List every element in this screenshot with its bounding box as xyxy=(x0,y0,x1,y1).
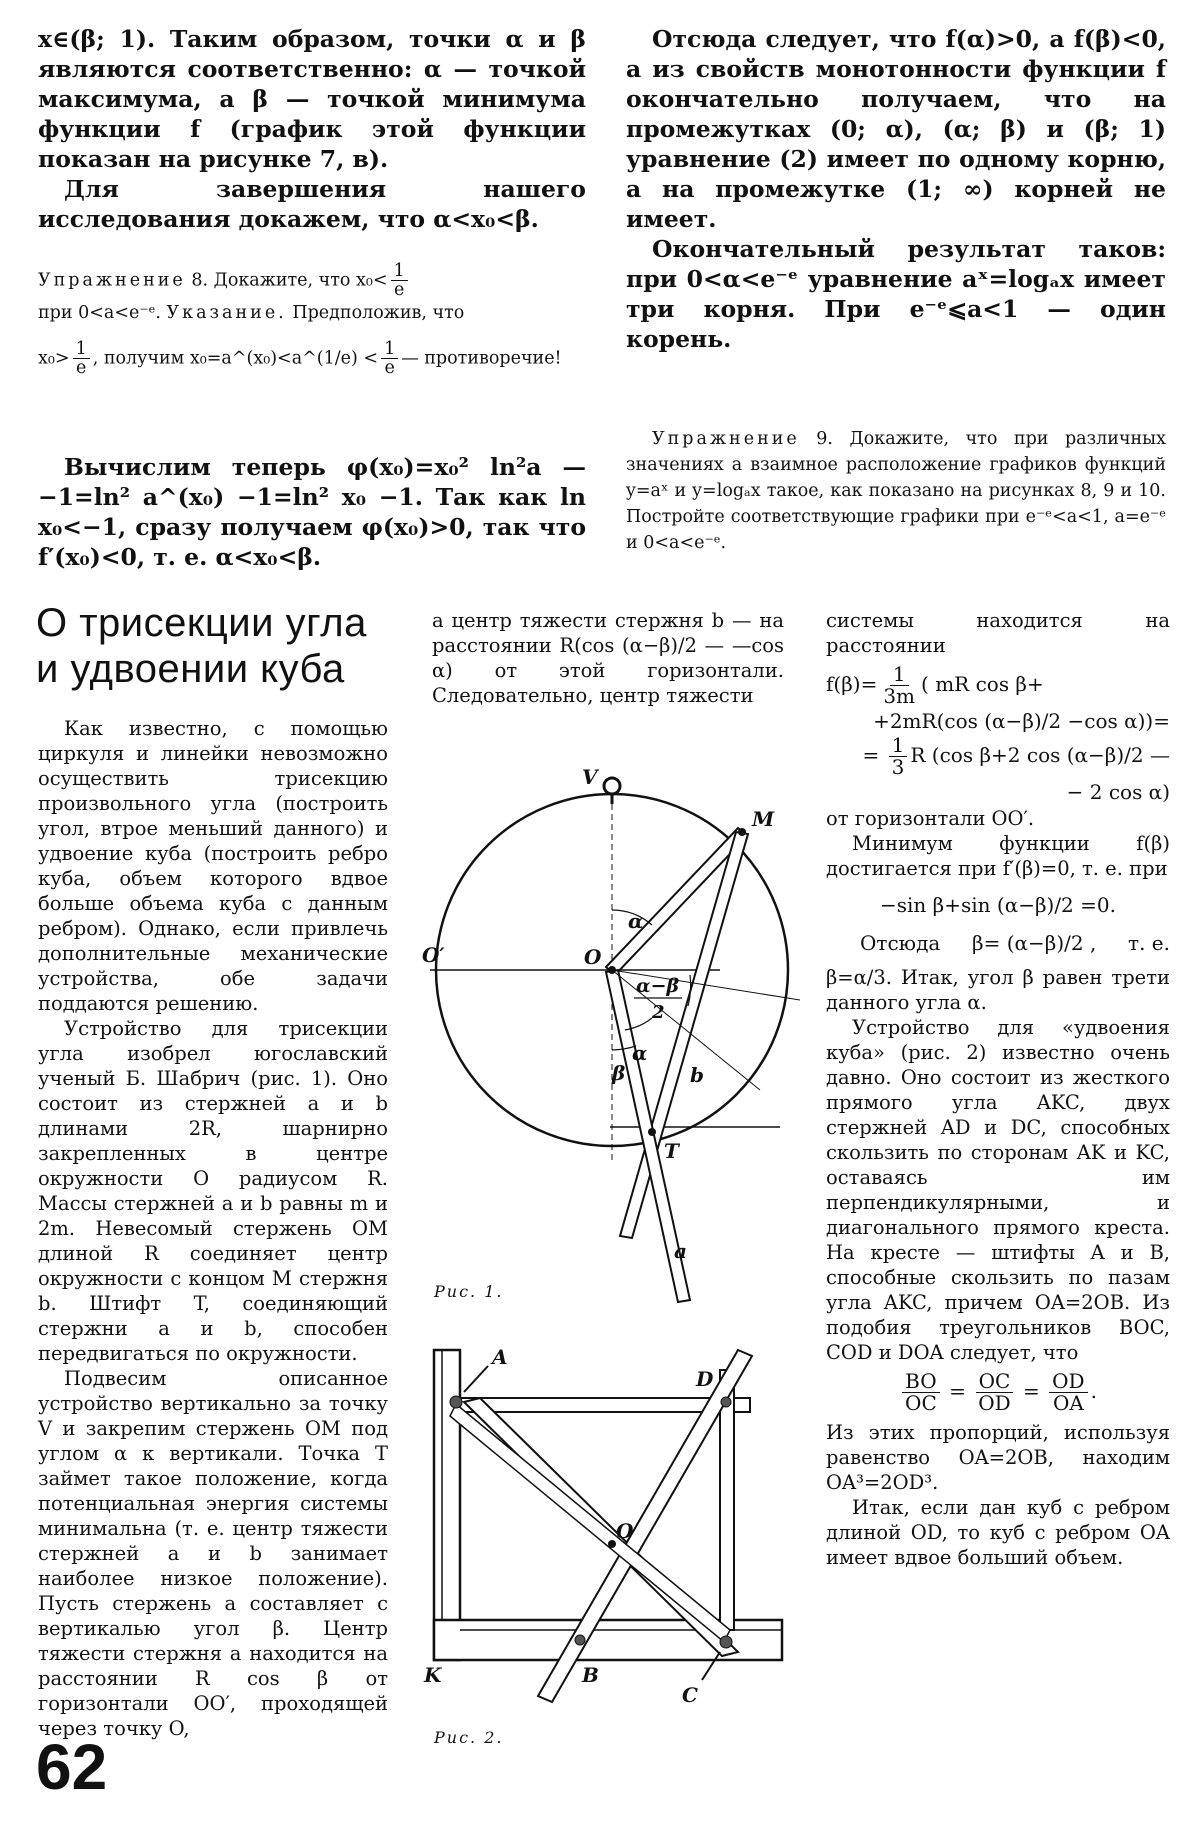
exercise-label: Упражнение xyxy=(652,429,800,449)
formula-derivative: −sin β+sin (α−β)/2 =0. xyxy=(880,893,1116,917)
fraction: $\frac{1}{e}$ xyxy=(381,340,398,378)
exercise-number: 8. xyxy=(191,270,209,291)
figure-2 xyxy=(420,1330,800,1710)
paragraph: от горизонтали OO′. xyxy=(826,807,1035,830)
paragraph: Как известно, с помощью циркуля и линейки невозможно осуществить трисекцию произвольного угла (построить угол, втрое меньший данного) и удвоение куба (построить ребро куба, объем которого вдвое больше объема куба с данным ребром). Однако, если привлечь дополнительные механические устройства, обе задачи поддаются решению. xyxy=(38,717,388,1015)
top-left-column-2 xyxy=(38,452,586,572)
label-K: K xyxy=(424,1663,442,1687)
label-O: O xyxy=(584,945,602,969)
label-alpha: α xyxy=(628,909,644,933)
exercise-9 xyxy=(626,426,1166,556)
paragraph: Из этих пропорций, используя равенство OA=2OB, находим OA³=2OD³. xyxy=(826,1421,1170,1494)
paragraph: x∈(β; 1). Таким образом, точки α и β являются соответственно: α — точкой максимума, а β — точкой минимума функции f (график этой функции показан на рисунке 7, в). xyxy=(38,25,586,173)
label-A: A xyxy=(492,1345,508,1369)
paragraph: Отсюда следует, что f(α)>0, а f(β)<0, а из свойств монотонности функции f окончательно получаем, что на промежутках (0; α), (α; β) и (β; 1) уравнение (2) имеет по одному корню, а на промежутке (1; ∞) корней не имеет. xyxy=(626,25,1166,233)
exercise-number: 9. xyxy=(816,429,833,449)
paragraph: β=α/3. Итак, угол β равен трети данного угла α. xyxy=(826,966,1170,1014)
hint-text: Предположив, что xyxy=(292,302,465,323)
fraction: $\frac{1}{e}$ xyxy=(391,262,408,300)
formula-beta: Отсюда β= (α−β)/2 , т. е. xyxy=(860,931,1170,955)
label-two: 2 xyxy=(652,1002,665,1023)
figure-1 xyxy=(420,760,800,1320)
article-column-3 xyxy=(826,608,1170,1570)
top-right-column xyxy=(626,24,1166,354)
paragraph: Подвесим описанное устройство вертикально за точку V и закрепим стержень OM под углом α к вертикали. Точка T займет такое положение, когда потенциальная энергия системы минимальна (т. е. центр тяжести стержней a и b занимает наиболее низкое положение). Пусть стержень a составляет с вертикалью угол β. Центр тяжести стержня a находится на расстоянии R cos β от горизонтали OO′, проходящей через точку O, xyxy=(38,1367,388,1740)
hint-formula: x₀> xyxy=(38,348,70,369)
exercise-text: Докажите, что при различных значениях a взаимное расположение графиков функций y=aˣ и y=logₐx такое, как показано на рисунках 8, 9 и 10. Постройте соответствующие графики при e⁻ᵉ<a<1, a=e⁻ᵉ и 0<a<e⁻ᵉ. xyxy=(626,429,1166,553)
label-D: D xyxy=(696,1367,714,1391)
label-B: B xyxy=(582,1663,599,1687)
exercise-text: Докажите, что x₀< xyxy=(213,270,388,291)
paragraph: Устройство для трисекции угла изобрел югославский ученый Б. Шабрич (рис. 1). Оно состоит из стержней a и b длинами 2R, шарнирно закрепленных в центре окружности O радиусом R. Массы стержней a и b равны m и 2m. Невесомый стержень OM длиной R соединяет центр окружности с концом M стержня b. Штифт T, соединяющий стержни a и b, способен передвигаться по окружности. xyxy=(38,1017,388,1365)
formula-f-beta: f(β)= $\frac{1}{3m}$ ( mR cos β+ +2mR(cos (α−β)/2 −cos α))= = $\frac{1}{3}$ R (cos β+2 cos (α−β)/2 — − 2 cos α) xyxy=(826,662,1170,804)
hint-label: Указание. xyxy=(166,302,287,323)
label-alpha-minus-beta: α−β xyxy=(636,975,680,997)
exercise-label: Упражнение xyxy=(38,270,186,291)
paragraph: системы находится на расстоянии xyxy=(826,609,1170,657)
paragraph: а центр тяжести стержня b — на расстоянии R(cos (α−β)/2 — —cos α) от этой горизонтали. Следовательно, центр тяжести xyxy=(432,609,784,707)
paragraph: Вычислим теперь φ(x₀)=x₀² ln²a — −1=ln² a^(x₀) −1=ln² x₀ −1. Так как ln x₀<−1, сразу получаем φ(x₀)>0, так что f′(x₀)<0, т. е. α<x₀<β. xyxy=(38,453,586,571)
label-b: b xyxy=(690,1063,704,1087)
hint-formula: , получим x₀=a^(x₀)<a^(1/e) < xyxy=(92,348,379,369)
hint-formula: — противоречие! xyxy=(401,348,562,369)
label-a: a xyxy=(674,1239,687,1263)
paragraph: Итак, если дан куб с ребром длиной OD, то куб с ребром OA имеет вдвое больший объем. xyxy=(826,1496,1170,1569)
paragraph: Минимум функции f(β) достигается при f′(β)=0, т. е. при xyxy=(826,832,1170,880)
label-T: T xyxy=(664,1139,679,1163)
article-column-2-text xyxy=(432,608,784,708)
label-alpha-2: α xyxy=(632,1041,648,1065)
exercise-8 xyxy=(38,262,586,378)
label-Oprime: O′ xyxy=(422,943,445,967)
page-number: 62 xyxy=(36,1731,108,1803)
top-left-column xyxy=(38,24,586,234)
label-V: V xyxy=(582,765,598,789)
label-beta: β xyxy=(612,1061,626,1085)
paragraph: Окончательный результат таков: при 0<α<e⁻ᵉ уравнение aˣ=logₐx имеет три корня. При e⁻ᵉ⩽a<1 — один корень. xyxy=(626,235,1166,353)
hang-point xyxy=(604,778,620,794)
label-C: C xyxy=(682,1683,698,1707)
article-title: О трисекции угла и удвоении куба xyxy=(36,601,367,691)
figure-2-caption: Рис. 2. xyxy=(434,1728,504,1747)
paragraph: Для завершения нашего исследования докажем, что α<x₀<β. xyxy=(38,175,586,233)
article-column-1 xyxy=(38,716,388,1741)
exercise-text: при 0<a<e⁻ᵉ. xyxy=(38,302,161,323)
formula-proportion: $\frac{BO}{OC}$ = $\frac{OC}{OD}$ = $\frac{OD}{OA}$ . xyxy=(826,1371,1170,1414)
fraction: $\frac{1}{e}$ xyxy=(73,340,90,378)
label-M: M xyxy=(752,807,775,831)
paragraph: Устройство для «удвоения куба» (рис. 2) известно очень давно. Оно состоит из жесткого прямого угла AKC, двух стержней AD и DC, способных скользить по сторонам AK и KC, оставаясь им перпендикулярными, и диагонального прямого креста. На кресте — штифты A и B, способные скользить по пазам угла AKC, причем OA=2OB. Из подобия треугольников BOC, COD и DOA следует, что xyxy=(826,1016,1170,1364)
label-O: O xyxy=(616,1519,634,1543)
figure-1-caption: Рис. 1. xyxy=(434,1282,504,1301)
